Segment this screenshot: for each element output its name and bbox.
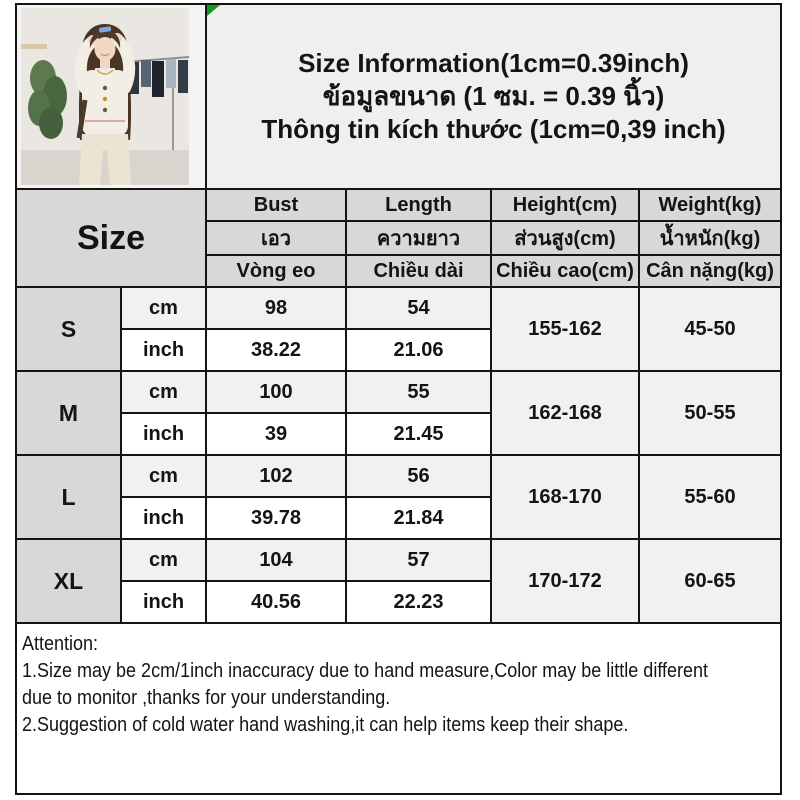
m-bust-inch: 39 [207, 414, 345, 454]
attention-line-2: due to monitor ,thanks for your understanding. [22, 687, 391, 709]
l-height: 168-170 [492, 456, 638, 538]
s-length-inch: 21.06 [347, 330, 490, 370]
unit-inch-label: inch [122, 414, 205, 454]
title-english: Size Information(1cm=0.39inch) [298, 48, 689, 78]
title-thai: ข้อมูลขนาด (1 ซม. = 0.39 นิ้ว) [322, 81, 665, 111]
size-row-label-m: M [17, 372, 120, 454]
xl-length-inch: 22.23 [347, 582, 490, 622]
l-bust-inch: 39.78 [207, 498, 345, 538]
size-header: Size [17, 190, 205, 286]
unit-cm-label: cm [122, 372, 205, 412]
unit-cm-label: cm [122, 456, 205, 496]
unit-cm-label: cm [122, 540, 205, 580]
xl-bust-cm: 104 [207, 540, 345, 580]
l-length-inch: 21.84 [347, 498, 490, 538]
s-bust-inch: 38.22 [207, 330, 345, 370]
m-length-inch: 21.45 [347, 414, 490, 454]
l-length-cm: 56 [347, 456, 490, 496]
cell-error-indicator-icon [207, 5, 220, 16]
unit-inch-label: inch [122, 498, 205, 538]
size-row-label-xl: XL [17, 540, 120, 622]
col-header-weight-th: น้ำหนัก(kg) [640, 222, 780, 254]
col-header-length-en: Length [347, 190, 490, 220]
xl-length-cm: 57 [347, 540, 490, 580]
col-header-bust-th: เอว [207, 222, 345, 254]
m-height: 162-168 [492, 372, 638, 454]
title-cell [207, 5, 780, 188]
s-bust-cm: 98 [207, 288, 345, 328]
col-header-height-en: Height(cm) [492, 190, 638, 220]
m-bust-cm: 100 [207, 372, 345, 412]
col-header-bust-en: Bust [207, 190, 345, 220]
model-photo-cell [17, 5, 205, 188]
col-header-weight-vi: Cân nặng(kg) [640, 256, 780, 286]
m-length-cm: 55 [347, 372, 490, 412]
s-weight: 45-50 [640, 288, 780, 370]
col-header-length-th: ความยาว [347, 222, 490, 254]
attention-line-3: 2.Suggestion of cold water hand washing,it can help items keep their shape. [22, 714, 629, 736]
attention-line-1: 1.Size may be 2cm/1inch inaccuracy due to hand measure,Color may be little different [22, 660, 709, 682]
xl-bust-inch: 40.56 [207, 582, 345, 622]
model-photo-illustration [21, 8, 189, 185]
s-length-cm: 54 [347, 288, 490, 328]
col-header-height-vi: Chiều cao(cm) [492, 256, 638, 286]
xl-height: 170-172 [492, 540, 638, 622]
model-photo [21, 8, 189, 185]
size-row-label-s: S [17, 288, 120, 370]
title-vietnamese: Thông tin kích thước (1cm=0,39 inch) [261, 114, 726, 144]
col-header-weight-en: Weight(kg) [640, 190, 780, 220]
col-header-bust-vi: Vòng eo [207, 256, 345, 286]
s-height: 155-162 [492, 288, 638, 370]
size-chart-sheet [15, 3, 782, 795]
l-bust-cm: 102 [207, 456, 345, 496]
xl-weight: 60-65 [640, 540, 780, 622]
size-row-label-l: L [17, 456, 120, 538]
col-header-length-vi: Chiều dài [347, 256, 490, 286]
attention-title: Attention: [22, 633, 99, 655]
col-header-height-th: ส่วนสูง(cm) [492, 222, 638, 254]
l-weight: 55-60 [640, 456, 780, 538]
m-weight: 50-55 [640, 372, 780, 454]
unit-cm-label: cm [122, 288, 205, 328]
unit-inch-label: inch [122, 330, 205, 370]
attention-note [17, 624, 780, 793]
unit-inch-label: inch [122, 582, 205, 622]
